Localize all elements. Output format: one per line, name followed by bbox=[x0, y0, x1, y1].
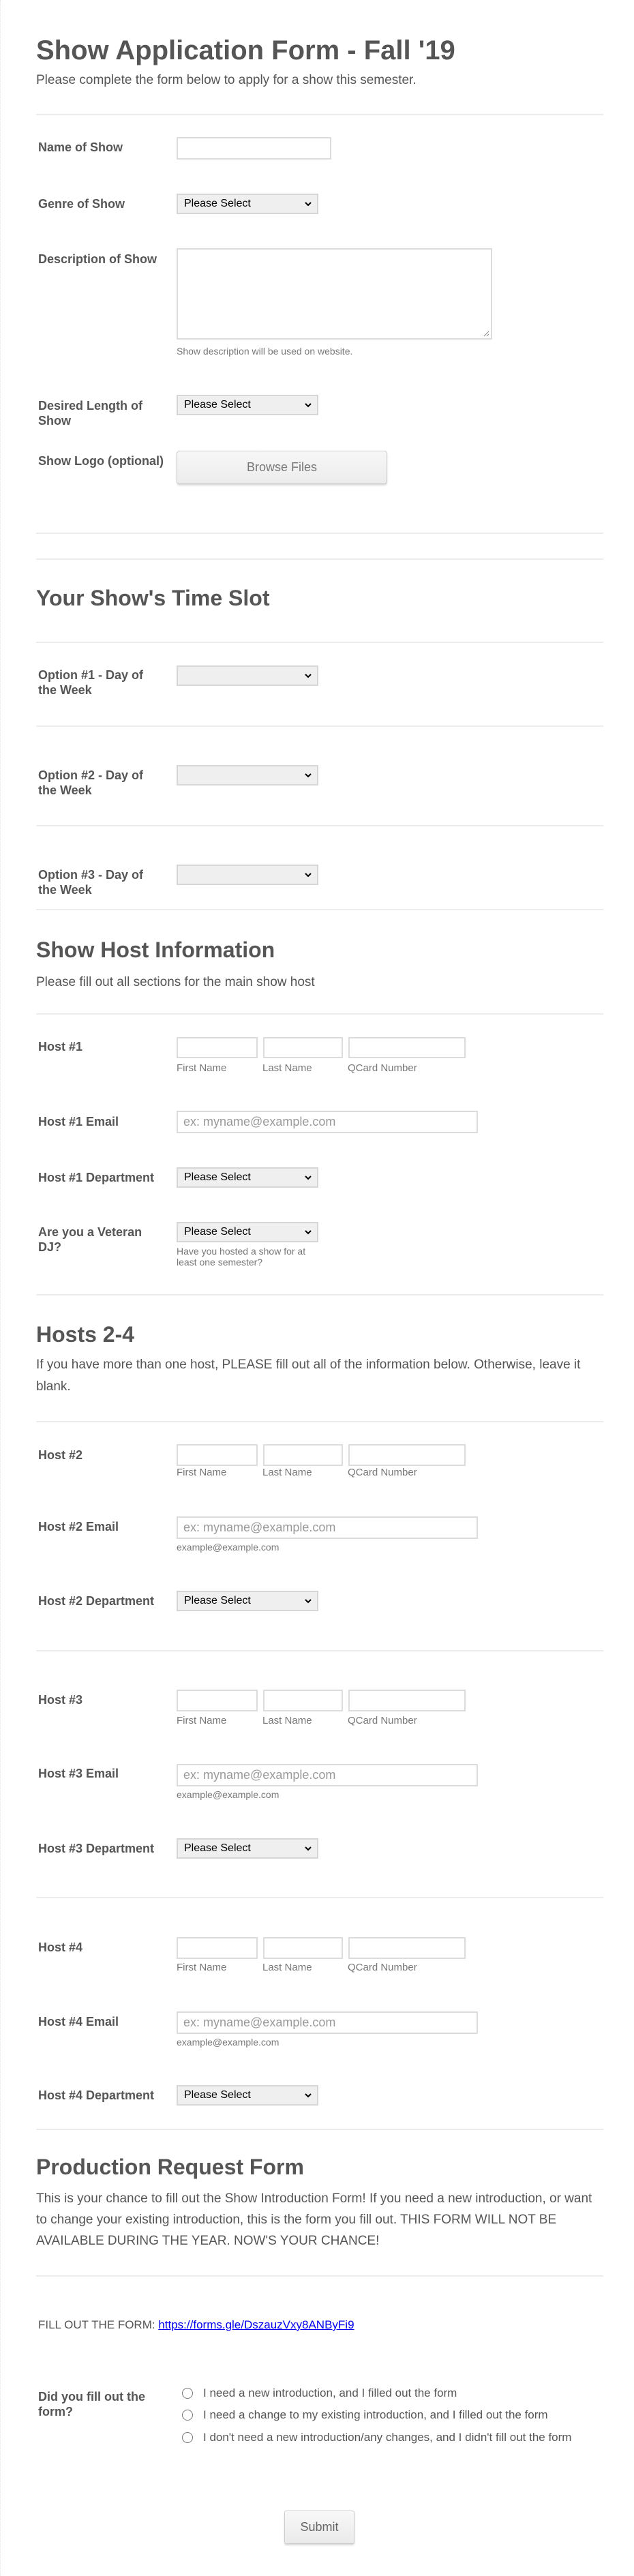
chevron-down-icon bbox=[305, 1598, 312, 1604]
fill-out-prefix: FILL OUT THE FORM: bbox=[38, 2318, 155, 2331]
select-value: Please Select bbox=[184, 2089, 251, 2101]
name-of-show-label: Name of Show bbox=[38, 140, 123, 154]
host-4-department-select[interactable] bbox=[177, 2085, 318, 2106]
host-2-last-name-input[interactable] bbox=[263, 1444, 343, 1466]
host-info-heading: Show Host Information bbox=[36, 938, 275, 962]
chevron-down-icon bbox=[305, 1845, 312, 1852]
description-help: Show description will be used on website. bbox=[177, 346, 353, 357]
divider bbox=[36, 909, 603, 910]
divider bbox=[36, 725, 603, 727]
email-hint: example@example.com bbox=[177, 1789, 280, 1800]
host-3-qcard-input[interactable] bbox=[348, 1690, 466, 1711]
fill-question-label: Did you fill out the form? bbox=[38, 2390, 145, 2418]
host-info-description: Please fill out all sections for the main show host bbox=[36, 975, 315, 989]
form-subtitle: Please complete the form below to apply for a show this semester. bbox=[36, 73, 417, 87]
select-value: Please Select bbox=[184, 1842, 251, 1854]
host-1-label: Host #1 bbox=[38, 1040, 83, 1053]
host-3-email-label: Host #3 Email bbox=[38, 1767, 119, 1780]
name-of-show-input[interactable] bbox=[177, 137, 331, 160]
radio-choice-3-label[interactable]: I don't need a new introduction/any changes, and I didn't fill out the form bbox=[203, 2431, 572, 2444]
host-4-last-name-input[interactable] bbox=[263, 1937, 343, 1959]
select-value: Please Select bbox=[184, 1595, 251, 1606]
divider bbox=[36, 1897, 603, 1898]
last-name-sublabel: Last Name bbox=[262, 1962, 312, 1973]
host-1-qcard-input[interactable] bbox=[348, 1037, 466, 1058]
radio-choice-2-label[interactable]: I need a change to my existing introduction, and I filled out the form bbox=[203, 2408, 548, 2421]
divider bbox=[36, 642, 603, 643]
host-4-department-label: Host #4 Department bbox=[38, 2088, 155, 2102]
chevron-down-icon bbox=[305, 1229, 312, 1235]
first-name-sublabel: First Name bbox=[177, 1467, 227, 1478]
divider bbox=[36, 1421, 603, 1422]
first-name-sublabel: First Name bbox=[177, 1962, 227, 1973]
host-2-label: Host #2 bbox=[38, 1448, 83, 1462]
chevron-down-icon bbox=[305, 871, 312, 878]
last-name-sublabel: Last Name bbox=[262, 1715, 312, 1726]
option-1-select[interactable] bbox=[177, 665, 318, 686]
submit-button[interactable]: Submit bbox=[284, 2511, 354, 2544]
host-4-qcard-input[interactable] bbox=[348, 1937, 466, 1959]
host-3-department-select[interactable] bbox=[177, 1838, 318, 1859]
email-hint: example@example.com bbox=[177, 1542, 280, 1553]
divider bbox=[36, 2275, 603, 2277]
host-1-department-label: Host #1 Department bbox=[38, 1171, 155, 1184]
browse-files-button[interactable]: Browse Files bbox=[177, 451, 387, 484]
host-2-email-input[interactable]: ex: myname@example.com bbox=[177, 1516, 478, 1539]
option-1-label: Option #1 - Day of the Week bbox=[38, 668, 144, 697]
option-3-label: Option #3 - Day of the Week bbox=[38, 868, 144, 897]
host-1-first-name-input[interactable] bbox=[177, 1037, 258, 1058]
select-value: Please Select bbox=[184, 1171, 251, 1183]
option-2-select[interactable] bbox=[177, 765, 318, 785]
hosts-2-4-description: If you have more than one host, PLEASE fill out all of the information below. Otherwise, leave it blank. bbox=[36, 1358, 581, 1394]
first-name-sublabel: First Name bbox=[177, 1062, 227, 1074]
host-4-email-label: Host #4 Email bbox=[38, 2015, 119, 2028]
length-label: Desired Length of Show bbox=[38, 399, 143, 428]
form-title: Show Application Form - Fall '19 bbox=[36, 35, 455, 65]
veteran-label: Are you a Veteran DJ? bbox=[38, 1225, 142, 1254]
fill-out-form-line bbox=[38, 2318, 354, 2333]
host-3-department-label: Host #3 Department bbox=[38, 1842, 155, 1855]
production-heading: Production Request Form bbox=[36, 2155, 304, 2179]
host-1-last-name-input[interactable] bbox=[263, 1037, 343, 1058]
divider bbox=[36, 2129, 603, 2130]
qcard-sublabel: QCard Number bbox=[348, 1962, 417, 1973]
host-3-last-name-input[interactable] bbox=[263, 1690, 343, 1711]
chevron-down-icon bbox=[305, 672, 312, 679]
host-4-label: Host #4 bbox=[38, 1941, 83, 1954]
radio-choice-2[interactable] bbox=[182, 2410, 193, 2421]
production-form-link[interactable]: https://forms.gle/DszauzVxy8ANByFi9 bbox=[158, 2318, 354, 2331]
chevron-down-icon bbox=[305, 772, 312, 779]
chevron-down-icon bbox=[305, 402, 312, 408]
time-slot-heading: Your Show's Time Slot bbox=[36, 586, 270, 610]
host-1-email-input[interactable]: ex: myname@example.com bbox=[177, 1111, 478, 1133]
host-1-department-select[interactable] bbox=[177, 1167, 318, 1188]
chevron-down-icon bbox=[305, 200, 312, 207]
host-2-qcard-input[interactable] bbox=[348, 1444, 466, 1466]
genre-label: Genre of Show bbox=[38, 197, 125, 211]
resize-grip-icon[interactable] bbox=[483, 330, 489, 337]
genre-select[interactable] bbox=[177, 194, 318, 214]
select-value: Please Select bbox=[184, 1226, 251, 1238]
veteran-help: Have you hosted a show for at least one semester? bbox=[177, 1246, 306, 1268]
veteran-select[interactable] bbox=[177, 1222, 318, 1242]
last-name-sublabel: Last Name bbox=[262, 1062, 312, 1074]
first-name-sublabel: First Name bbox=[177, 1715, 227, 1726]
logo-label: Show Logo (optional) bbox=[38, 454, 164, 468]
qcard-sublabel: QCard Number bbox=[348, 1062, 417, 1074]
email-hint: example@example.com bbox=[177, 2037, 280, 2048]
qcard-sublabel: QCard Number bbox=[348, 1467, 417, 1478]
option-2-label: Option #2 - Day of the Week bbox=[38, 768, 144, 797]
host-1-email-label: Host #1 Email bbox=[38, 1115, 119, 1128]
divider bbox=[36, 1294, 603, 1296]
divider bbox=[36, 114, 603, 115]
host-2-first-name-input[interactable] bbox=[177, 1444, 258, 1466]
length-select[interactable] bbox=[177, 395, 318, 415]
genre-select-value: Please Select bbox=[184, 198, 251, 209]
hosts-2-4-heading: Hosts 2-4 bbox=[36, 1322, 135, 1347]
divider bbox=[36, 533, 603, 534]
description-label: Description of Show bbox=[38, 252, 157, 266]
radio-choice-1[interactable] bbox=[182, 2388, 193, 2399]
host-2-department-label: Host #2 Department bbox=[38, 1594, 155, 1608]
host-2-email-label: Host #2 Email bbox=[38, 1520, 119, 1533]
divider bbox=[36, 825, 603, 826]
divider bbox=[36, 1013, 603, 1015]
length-select-value: Please Select bbox=[184, 399, 251, 410]
radio-choice-1-label[interactable]: I need a new introduction, and I filled out the form bbox=[203, 2386, 457, 2399]
divider bbox=[36, 558, 603, 560]
divider bbox=[36, 1650, 603, 1651]
production-description: This is your chance to fill out the Show Introduction Form! If you need a new introduction, or want to change your existing introduction, this is the form you fill out. THIS FORM WILL NOT BE AVAILABLE DURING THE YEAR. NOW'S YOUR CHANCE! bbox=[36, 2191, 592, 2248]
host-4-first-name-input[interactable] bbox=[177, 1937, 258, 1959]
host-2-department-select[interactable] bbox=[177, 1591, 318, 1611]
host-3-first-name-input[interactable] bbox=[177, 1690, 258, 1711]
host-3-label: Host #3 bbox=[38, 1693, 83, 1707]
host-3-email-input[interactable]: ex: myname@example.com bbox=[177, 1764, 478, 1786]
radio-choice-3[interactable] bbox=[182, 2432, 193, 2443]
last-name-sublabel: Last Name bbox=[262, 1467, 312, 1478]
chevron-down-icon bbox=[305, 2092, 312, 2099]
host-4-email-input[interactable]: ex: myname@example.com bbox=[177, 2011, 478, 2034]
qcard-sublabel: QCard Number bbox=[348, 1715, 417, 1726]
chevron-down-icon bbox=[305, 1174, 312, 1181]
description-textarea[interactable] bbox=[177, 248, 492, 340]
option-3-select[interactable] bbox=[177, 865, 318, 885]
